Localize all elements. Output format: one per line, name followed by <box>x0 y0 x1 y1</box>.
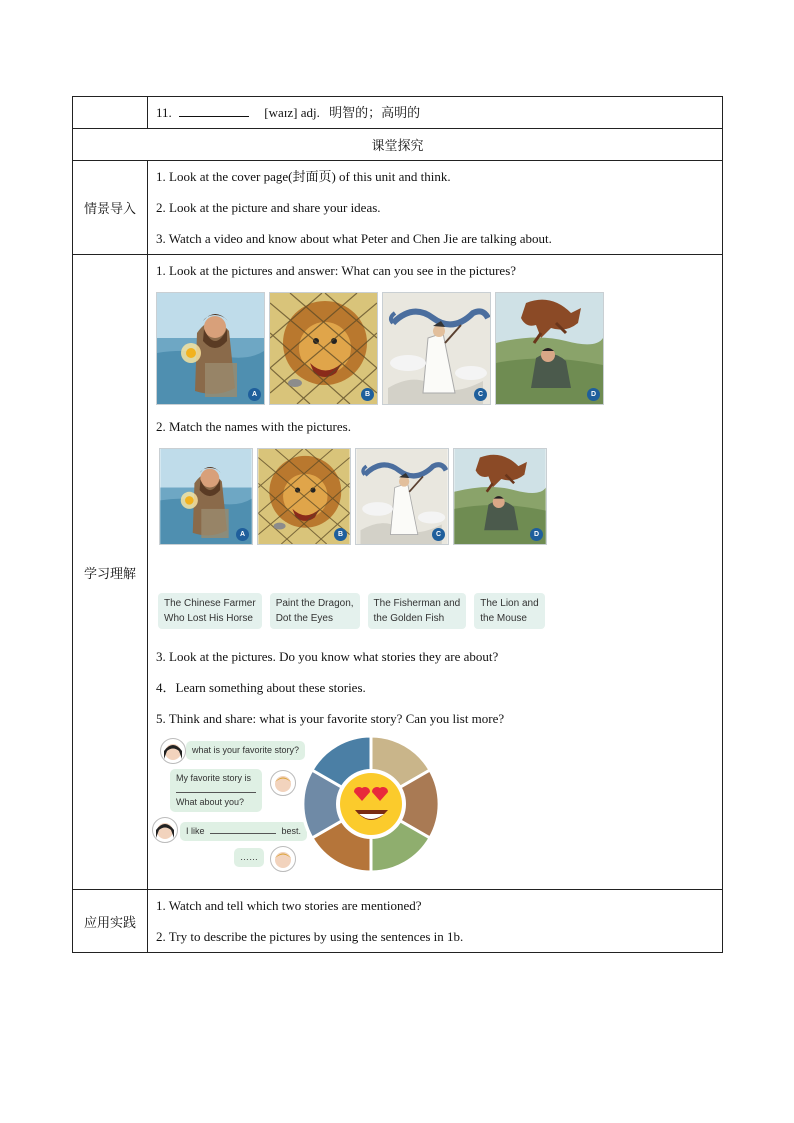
match-letter-b: B <box>334 528 347 541</box>
best-text: best. <box>281 826 302 836</box>
story-pictures-row-1 <box>156 292 722 405</box>
match-picture-a <box>159 448 253 545</box>
match-picture-c <box>355 448 449 545</box>
intro-item-3: 3. Watch a video and know about what Peter and Chen Jie are talking about. <box>156 231 552 246</box>
story-picture-c <box>382 292 491 405</box>
learn-q1: 1. Look at the pictures and answer: What can you see in the pictures? <box>156 263 517 278</box>
learn-label: 学习理解 <box>73 255 148 890</box>
story-name-chip[interactable] <box>368 593 467 629</box>
picture-letter-c: C <box>474 388 487 401</box>
girl-avatar <box>160 738 186 764</box>
story-name-chip[interactable] <box>474 593 544 629</box>
section-title-row <box>73 129 723 161</box>
boy-avatar <box>270 770 296 796</box>
vocab-row-content <box>148 97 723 129</box>
girl-avatar <box>152 817 178 843</box>
story-picture-d <box>495 292 604 405</box>
chip-line: the Golden Fish <box>373 613 445 624</box>
boy-avatar <box>270 846 296 872</box>
vocab-row <box>73 97 723 129</box>
chip-line: Paint the Dragon, <box>275 598 354 609</box>
practice-content <box>148 890 723 953</box>
chip-line: The Fisherman and <box>373 598 461 609</box>
chip-line: Dot the Eyes <box>275 613 333 624</box>
vocab-row-label-cell <box>73 97 148 129</box>
intro-row <box>73 161 723 255</box>
dialog-bubble-question: what is your favorite story? <box>186 741 305 760</box>
i-like-blank[interactable] <box>210 825 276 834</box>
story-picture-b <box>269 292 378 405</box>
dialog-bubble-ellipsis: …… <box>234 848 264 867</box>
story-wheel-graphic <box>300 732 442 877</box>
picture-letter-d: D <box>587 388 600 401</box>
dialog-bubble-i-like <box>180 822 307 841</box>
match-letter-d: D <box>530 528 543 541</box>
section-title: 课堂探究 <box>73 129 723 161</box>
learn-q4: 4．Learn something about these stories. <box>156 680 366 695</box>
favorite-story-dialog <box>148 732 722 877</box>
chip-line: Who Lost His Horse <box>164 613 253 624</box>
story-name-chip[interactable] <box>270 593 360 629</box>
vocab-number: 11. <box>156 104 172 120</box>
learn-q3: 3. Look at the pictures. Do you know what stories they are about? <box>156 649 499 664</box>
answer-blank[interactable] <box>176 785 256 793</box>
vocab-meaning: 明智的；高明的 <box>329 105 421 121</box>
chip-line: the Mouse <box>480 613 527 624</box>
practice-label: 应用实践 <box>73 890 148 953</box>
story-name-chip[interactable] <box>158 593 262 629</box>
i-like-text: I like <box>186 826 205 836</box>
learn-q5: 5. Think and share: what is your favorite story? Can you list more? <box>156 711 505 726</box>
answer-line-1: My favorite story is <box>176 773 252 783</box>
match-letter-c: C <box>432 528 445 541</box>
vocab-phonetic: [waɪz] adj. <box>264 104 320 120</box>
practice-item-2: 2. Try to describe the pictures by using the sentences in 1b. <box>156 929 464 944</box>
chip-line: The Chinese Farmer <box>164 598 256 609</box>
match-picture-d <box>453 448 547 545</box>
story-picture-a <box>156 292 265 405</box>
intro-label: 情景导入 <box>73 161 148 255</box>
practice-item-1: 1. Watch and tell which two stories are mentioned? <box>156 898 422 913</box>
dialog-bubble-answer <box>170 769 262 812</box>
intro-item-1: 1. Look at the cover page(封面页) of this unit and think. <box>156 169 451 184</box>
picture-letter-a: A <box>248 388 261 401</box>
practice-row <box>73 890 723 953</box>
story-name-chips <box>158 593 722 629</box>
picture-letter-b: B <box>361 388 374 401</box>
match-letter-a: A <box>236 528 249 541</box>
vocab-blank[interactable] <box>179 105 249 117</box>
learn-content <box>148 255 723 890</box>
lesson-table <box>72 96 723 953</box>
chip-line: The Lion and <box>480 598 539 609</box>
answer-line-2: What about you? <box>176 797 245 807</box>
story-pictures-row-2 <box>159 448 722 545</box>
intro-content <box>148 161 723 255</box>
intro-item-2: 2. Look at the picture and share your ideas. <box>156 200 381 215</box>
match-picture-b <box>257 448 351 545</box>
learn-q2: 2. Match the names with the pictures. <box>156 419 351 434</box>
learn-row <box>73 255 723 890</box>
